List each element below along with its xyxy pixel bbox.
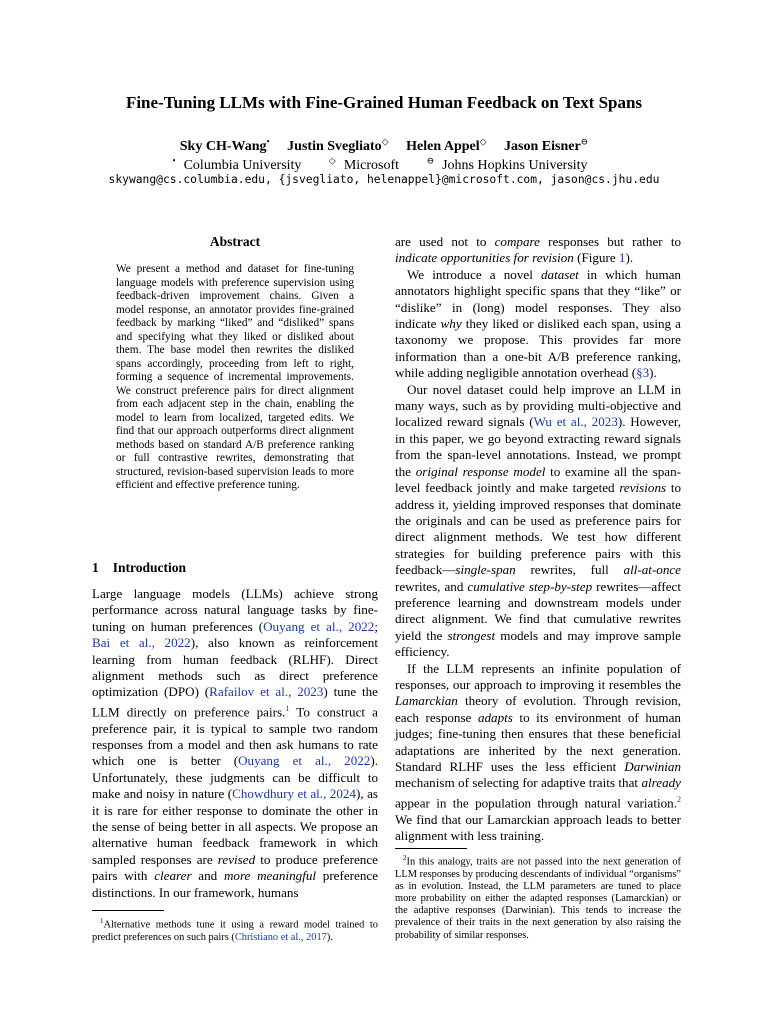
section-reference[interactable]: §3 [636,365,650,381]
intro-right-column [395,234,681,844]
affiliation: ◇ Microsoft [328,155,400,173]
paper-title: Fine-Tuning LLMs with Fine-Grained Human Feedback on Text Spans [125,93,643,112]
footnote-marker[interactable]: 1 [285,703,290,713]
abstract-section [92,234,378,493]
citation-link[interactable]: Ouyang et al., 2022 [263,618,375,634]
author: Justin Svegliato◇ [287,136,389,154]
abstract-text: We present a method and dataset for fine-tuning language models with preference supervision using feedback-driven improvement chains. Given a model response, an annotator provides fine-grained feedback by marking “liked” and “disliked” spans and specifying what they liked or disliked about them. The base model then rewrites the disliked spans accordingly, proceeding from left to right, forming a sequence of incremental improvements. We construct preference pairs for direct alignment from each adjacent step in the chain, enabling the model to learn from localized, targeted edits. We find that our approach outperforms direct alignment methods based on standard A/B preference ranking or full contrastive rewrites, demonstrating that structured, revision-based supervision leads to more efficient and effective preference tuning. [116,263,354,492]
footnote-rule [395,848,467,849]
footnote-1: $^1$Alternative methods tune it using a reward model trained to predict preferences on such pairs (Christiano et al., 2017). [92,917,378,943]
intro-paragraph: We introduce a novel dataset in which human annotators highlight specific spans that they “like” or “dislike” in (long) model responses. They also indicate why they liked or disliked each span, using a taxonomy we propose. This provides far more information than a one-bit A/B preference ranking, while adding negligible annotation overhead (§3). [395,266,681,381]
footnote-rule [92,910,164,911]
affiliation: • Columbia University [172,155,302,173]
intro-paragraph: are used not to compare responses but rather to indicate opportunities for revision (Figure 1). [395,234,682,266]
citation-link[interactable]: Rafailov et al., 2023 [209,684,324,700]
intro-paragraph: Large language models (LLMs) achieve strong performance across natural language tasks by fine-tuning on human preferences (Ouyang et al., 2022; Bai et al., 2022), also known as reinforcement learning from human feedback (RLHF). Direct alignment methods such as direct preference optimization (DPO) (Rafailov et al., 2023) tune the LLM directly on preference pairs.$^1$ To construct a preference pair, it is typical to sample two random responses from a model and then ask humans to rate which one is better (Ouyang et al., 2022). Unfortunately, these judgments can be difficult to make and noisy in nature (Chowdhury et al., 2024), as it is rare for either response to dominate the other in the sense of being better in all aspects. We propose an alternative human feedback framework in which sampled responses are revised to produce preference pairs with clearer and more meaningful preference distinctions. In our framework, humans [92,586,379,900]
citation-link[interactable]: Chowdhury et al., 2024 [232,786,356,802]
author: Jason Eisner⊖ [504,136,589,154]
author: Sky CH-Wang• [179,136,270,154]
citation-link[interactable]: Wu et al., 2023 [533,414,618,430]
author-list [0,136,768,155]
figure-reference[interactable]: 1 [618,250,626,266]
author-emails[interactable]: skywang@cs.columbia.edu, {jsvegliato, helenappel}@microsoft.com, jason@cs.jhu.edu [108,173,660,186]
footnote-2: $^2$In this analogy, traits are not passed into the next generation of LLM responses by producing descendants of individual “organisms” as in evolution. Instead, the LLM parameters are tuned to place more probability on either the adapted responses (Lamarckian) or the adaptive responses (Darwinian). This tends to increase the prevalence of their traits in the next generation by also raising the probability of similar responses. [395,854,681,941]
citation-link[interactable]: Bai et al., 2022 [92,635,191,651]
intro-paragraph: Our novel dataset could help improve an LLM in many ways, such as by providing multi-objective and localized reward signals (Wu et al., 2023). However, in this paper, we go beyond extracting reward signals from the span-level annotations. Instead, we prompt the original response model to examine all the span-level feedback jointly and make targeted revisions to address it, yielding improved responses that dominate the originals and can be used as preference pairs for direct alignment methods. We test how different strategies for building preference pairs with this feedback—single-span rewrites, full all-at-once rewrites, and cumulative step-by-step rewrites—affect preference learning and downstream models under direct alignment. We find that cumulative rewrites yield the strongest models and may improve sample efficiency. [395,381,681,660]
intro-left-column [92,586,378,901]
affiliation: ⊖ Johns Hopkins University [426,155,588,173]
section-heading-introduction [92,560,186,576]
section-title: Introduction [112,560,187,575]
intro-paragraph: If the LLM represents an infinite population of responses, our approach to improving it resembles the Lamarckian theory of evolution. Through revision, each response adapts to its environment of human judges; fine-tuning then ensures that these beneficial adaptations are inherited by the next generation. Standard RLHF uses the less efficient Darwinian mechanism of selecting for adaptive traits that already appear in the population through natural variation.$^2$ We find that our Lamarckian approach leads to better alignment with less training. [395,660,681,843]
citation-link[interactable]: Ouyang et al., 2022 [238,753,371,769]
section-number: 1 [92,560,99,575]
footnote-marker[interactable]: 2 [677,794,681,804]
affiliation-list [0,155,768,174]
citation-link[interactable]: Christiano et al., 2017 [234,931,327,943]
author: Helen Appel◇ [406,136,487,154]
abstract-heading: Abstract [209,234,261,249]
